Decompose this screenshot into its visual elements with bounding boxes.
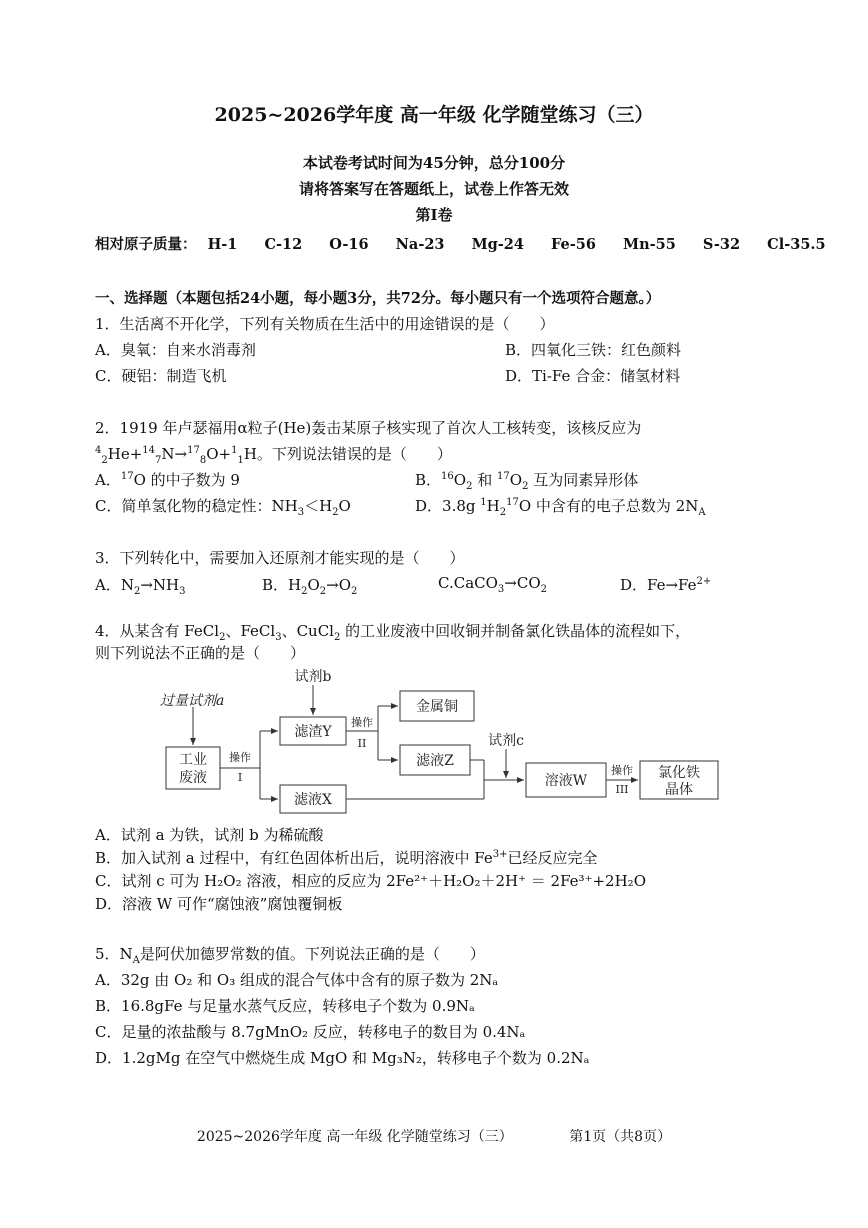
q1-option-d: D．Ti-Fe 合金：储氢材料	[505, 367, 681, 385]
q2-option-c: C．简单氢化物的稳定性：$NH_3<H_2O$	[95, 497, 351, 518]
flow-waste-line2: 废液	[179, 770, 207, 786]
flow-filtrate-x: 滤液X	[294, 792, 332, 808]
q1-option-c: C．硬铝：制造飞机	[95, 367, 227, 385]
atomic-masses	[95, 233, 848, 254]
q3-option-c: $C.CaCO_3\to CO_2$	[438, 574, 547, 595]
question-4-stem: 4．从某含有 FeCl$_2$、FeCl$_3$、CuCl$_2$ 的工业废液中回收铜并制备氯化铁晶体的流程如下，	[95, 622, 691, 643]
footer-page-number: 第1页（共8页）	[569, 1129, 672, 1145]
atomic-mass: Mn-55	[623, 236, 676, 253]
recovery-flowchart	[150, 665, 730, 825]
flow-copper: 金属铜	[416, 699, 458, 715]
flow-filtrate-z: 滤液Z	[416, 753, 454, 769]
atomic-mass: C-12	[264, 236, 303, 253]
q5-option-a: A．32g 由 O₂ 和 O₃ 组成的混合气体中含有的原子数为 2Nₐ	[95, 971, 499, 989]
q2-option-a: A．$^{17}$O 的中子数为 9	[95, 471, 240, 489]
q5-option-b: B．16.8gFe 与足量水蒸气反应，转移电子个数为 0.9Nₐ	[95, 997, 475, 1015]
question-1-stem: 1．生活离不开化学，下列有关物质在生活中的用途错误的是（ ）	[95, 315, 555, 333]
q1-option-b: B．四氧化三铁：红色颜料	[505, 341, 682, 359]
volume-label: 第I卷	[415, 206, 453, 224]
flow-waste-line1: 工业	[179, 752, 207, 768]
atomic-mass: Mg-24	[471, 236, 524, 253]
flow-op1-num: I	[237, 771, 243, 784]
page-title: 2025~2026学年度 高一年级 化学随堂练习（三）	[214, 104, 654, 126]
exam-duration-note: 本试卷考试时间为45分钟，总分100分	[302, 154, 566, 172]
q2-option-d: D．3.8g $^1H_2^{17}O$ 中含有的电子总数为 $2N_A$	[415, 497, 706, 518]
atomic-mass: Cl-35.5	[767, 236, 826, 253]
q2-equation-tail: H。下列说法错误的是（ ）	[243, 445, 452, 463]
flow-product-line2: 晶体	[665, 782, 693, 798]
flow-op1: 操作	[229, 751, 251, 764]
q5-option-d: D．1.2gMg 在空气中燃烧生成 MgO 和 Mg₃N₂，转移电子个数为 0.2Nₐ	[95, 1049, 590, 1067]
question-2-stem: 2．1919 年卢瑟福用α粒子(He)轰击某原子核实现了首次人工核转变，该核反应为	[95, 419, 642, 437]
section-heading: 一、选择题（本题包括24小题，每小题3分，共72分。每小题只有一个选项符合题意。）	[95, 290, 661, 307]
flow-reagent-b: 试剂b	[294, 669, 332, 685]
footer-title: 2025~2026学年度 高一年级 化学随堂练习（三）	[196, 1129, 513, 1145]
q4-option-c: C．试剂 c 可为 H₂O₂ 溶液，相应的反应为 2Fe²⁺＋H₂O₂＋2H⁺ ＝ 2Fe³⁺+2H₂O	[95, 872, 646, 890]
flow-reagent-c: 试剂c	[488, 733, 524, 749]
flow-op3-num: III	[615, 783, 629, 796]
q4-option-a: A．试剂 a 为铁，试剂 b 为稀硫酸	[95, 826, 324, 844]
flow-residue-y: 滤渣Y	[294, 724, 332, 740]
q4-option-b: B．加入试剂 a 过程中，有红色固体析出后，说明溶液中 $Fe^{3+}$已经反应完全	[95, 849, 598, 867]
atomic-mass: Fe-56	[551, 236, 596, 253]
q2-option-b: B．$^{16}O_2$ 和 $^{17}O_2$ 互为同素异形体	[415, 471, 639, 492]
q5-option-c: C．足量的浓盐酸与 8.7gMnO₂ 反应，转移电子的数目为 0.4Nₐ	[95, 1023, 526, 1041]
flow-op2-num: II	[357, 737, 367, 750]
atomic-mass: O-16	[329, 236, 369, 253]
atomic-mass: Na-23	[395, 236, 445, 253]
q3-option-d: D．$Fe\to Fe^{2+}$	[620, 576, 712, 594]
q3-option-a: A．$N_2\to NH_3$	[95, 576, 186, 597]
q4-option-d: D．溶液 W 可作“腐蚀液”腐蚀覆铜板	[95, 895, 343, 913]
flow-product-line1: 氯化铁	[658, 765, 700, 781]
atomic-mass: H-1	[207, 236, 238, 253]
q3-option-b: B．$H_2O_2\to O_2$	[262, 576, 358, 597]
question-3-stem: 3．下列转化中，需要加入还原剂才能实现的是（ ）	[95, 549, 465, 567]
atomic-mass: S-32	[702, 236, 741, 253]
flow-op3: 操作	[611, 764, 633, 777]
page-footer	[0, 1126, 868, 1146]
question-4-stem-2: 则下列说法不正确的是（ ）	[95, 644, 306, 662]
flow-reagent-a: 过量试剂a	[160, 693, 225, 709]
question-5-stem: 5．$N_A$是阿伏加德罗常数的值。下列说法正确的是（ ）	[95, 945, 485, 966]
q2-nuclear-equation: $^4_2$He+$^{14}_7$N→$^{17}_8$O+$^1_1$H。下列说法错误的是（ ）	[95, 445, 452, 466]
flow-solution-w: 溶液W	[544, 773, 588, 789]
atomic-masses-label: 相对原子质量：	[95, 236, 197, 253]
answer-sheet-note: 请将答案写在答题纸上，试卷上作答无效	[298, 180, 569, 198]
flow-op2: 操作	[351, 716, 373, 729]
q1-option-a: A．臭氧：自来水消毒剂	[95, 341, 256, 359]
